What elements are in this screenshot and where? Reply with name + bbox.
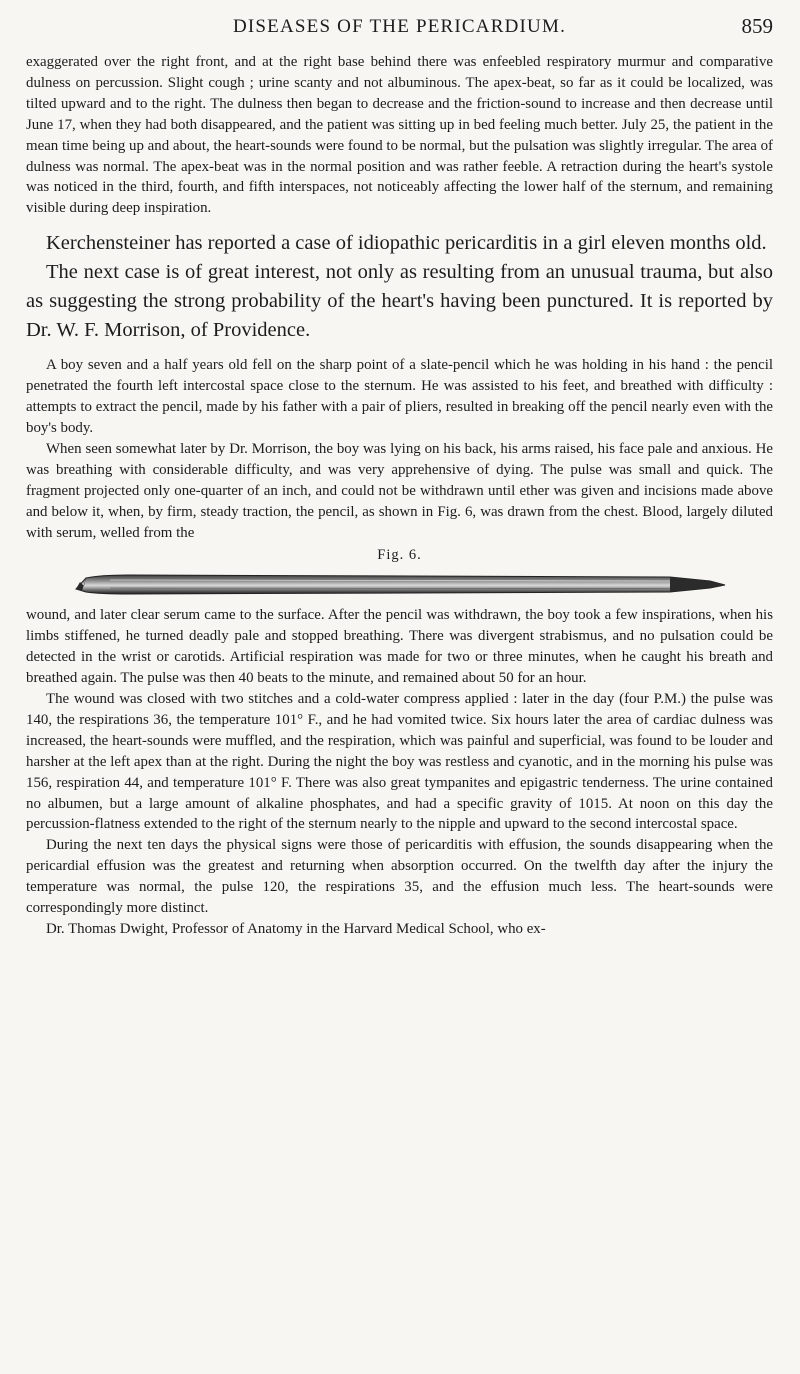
slate-pencil-illustration [70,569,730,599]
paragraph-case-report: A boy seven and a half years old fell on the sharp point of a slate-pencil which he was holding in his hand : the pencil penetrated the fourth left intercostal space close to the sternum. He was assisted to his feet, and breathed with difficulty : attempts to extract the pencil, made by his father with a pair of pliers, resulted in breaking off the pencil nearly even with the boy's body. [26,357,773,436]
paragraph-examination: When seen somewhat later by Dr. Morrison, the boy was lying on his back, his arms raised, his face pale and anxious. He was breathing with considerable difficulty, and was very apprehensive of dying. The pulse was small and quick. The fragment projected only one-quarter of an inch, and could not be withdrawn until ether was given and incisions made above and below it, when, by firm, steady traction, the pencil, as shown in Fig. 6, was drawn from the chest. Blood, largely diluted with serum, welled from the [26,440,773,541]
page-header [26,0,773,52]
paragraph-after-figure: wound, and later clear serum came to the surface. After the pencil was withdrawn, the boy took a few inspirations, when his limbs stiffened, he turned deadly pale and stopped breathing. There was divergent strabismus, and no pulsation could be detected in the wrist or carotids. Artificial respiration was made for two or three minutes, when he caught his breath and breathed again. The pulse was then 40 beats to the minute, and remained about 50 for an hour. [26,607,773,687]
large-type-section [26,229,773,345]
pencil-body [76,575,725,594]
paragraph-kerchensteiner: Kerchensteiner has reported a case of idiopathic pericarditis in a girl eleven months old. [46,232,767,255]
paragraph-continuation: exaggerated over the right front, and at the right base behind there was enfeebled respiratory murmur and comparative dulness on percussion. Slight cough ; urine scanty and not albuminous. The apex-beat, so far as it could be localized, was tilted upward and to the right. The dulness then began to decrease and the friction-sound to increase and then decrease until June 17, when they had both disappeared, and the patient was sitting up in bed feeling much better. July 25, the patient in the mean time being up and about, the heart-sounds were found to be normal, but the pulsation was slightly irregular. The area of dulness was normal. The apex-beat was in the normal position and was rather feeble. A retraction during the heart's systole was noticed in the third, fourth, and fifth interspaces, not noticeably affecting the lower half of the sternum, and remaining visible during deep inspiration. [26,54,773,217]
paragraph-case-intro: The next case is of great interest, not only as resulting from an unusual trauma, but also as suggesting the strong probability of the heart's having been punctured. It is reported by Dr. W. F. Morrison, of Providence. [26,261,773,342]
running-title: DISEASES OF THE PERICARDIUM. [232,16,567,37]
paragraph-dwight: Dr. Thomas Dwight, Professor of Anatomy in the Harvard Medical School, who ex- [46,921,546,937]
figure-label: Fig. 6. [377,547,422,564]
paragraph-wound-closure: The wound was closed with two stitches and a cold-water compress applied : later in the day (four P.M.) the pulse was 140, the respirations 36, the temperature 101° F., and he had vomited twice. Six hours later the area of cardiac dulness was increased, the heart-sounds were muffled, and the respiration, which was painful and superficial, was found to be louder and harsher at the left apex than at the right. During the night the boy was restless and cyanotic, and in the morning his pulse was 156, respiration 44, and temperature 101° F. There was also great tympanites and epigastric tenderness. The urine contained no albumen, but a large amount of alkaline phosphates, and had a specific gravity of 1015. At noon on this day the percussion-flatness extended to the right of the sternum nearly to the nipple and upward to the second intercostal space. [26,691,773,833]
figure-6 [26,547,773,599]
page-number: 859 [741,14,773,38]
paragraph-next-ten-days: During the next ten days the physical signs were those of pericarditis with effusion, the sounds disappearing when the pericardial effusion was the greatest and returning when absorption occurred. On the twelfth day after the injury the temperature was normal, the pulse 120, the respirations 35, and the effusion much less. The heart-sounds were correspondingly more distinct. [26,837,773,917]
